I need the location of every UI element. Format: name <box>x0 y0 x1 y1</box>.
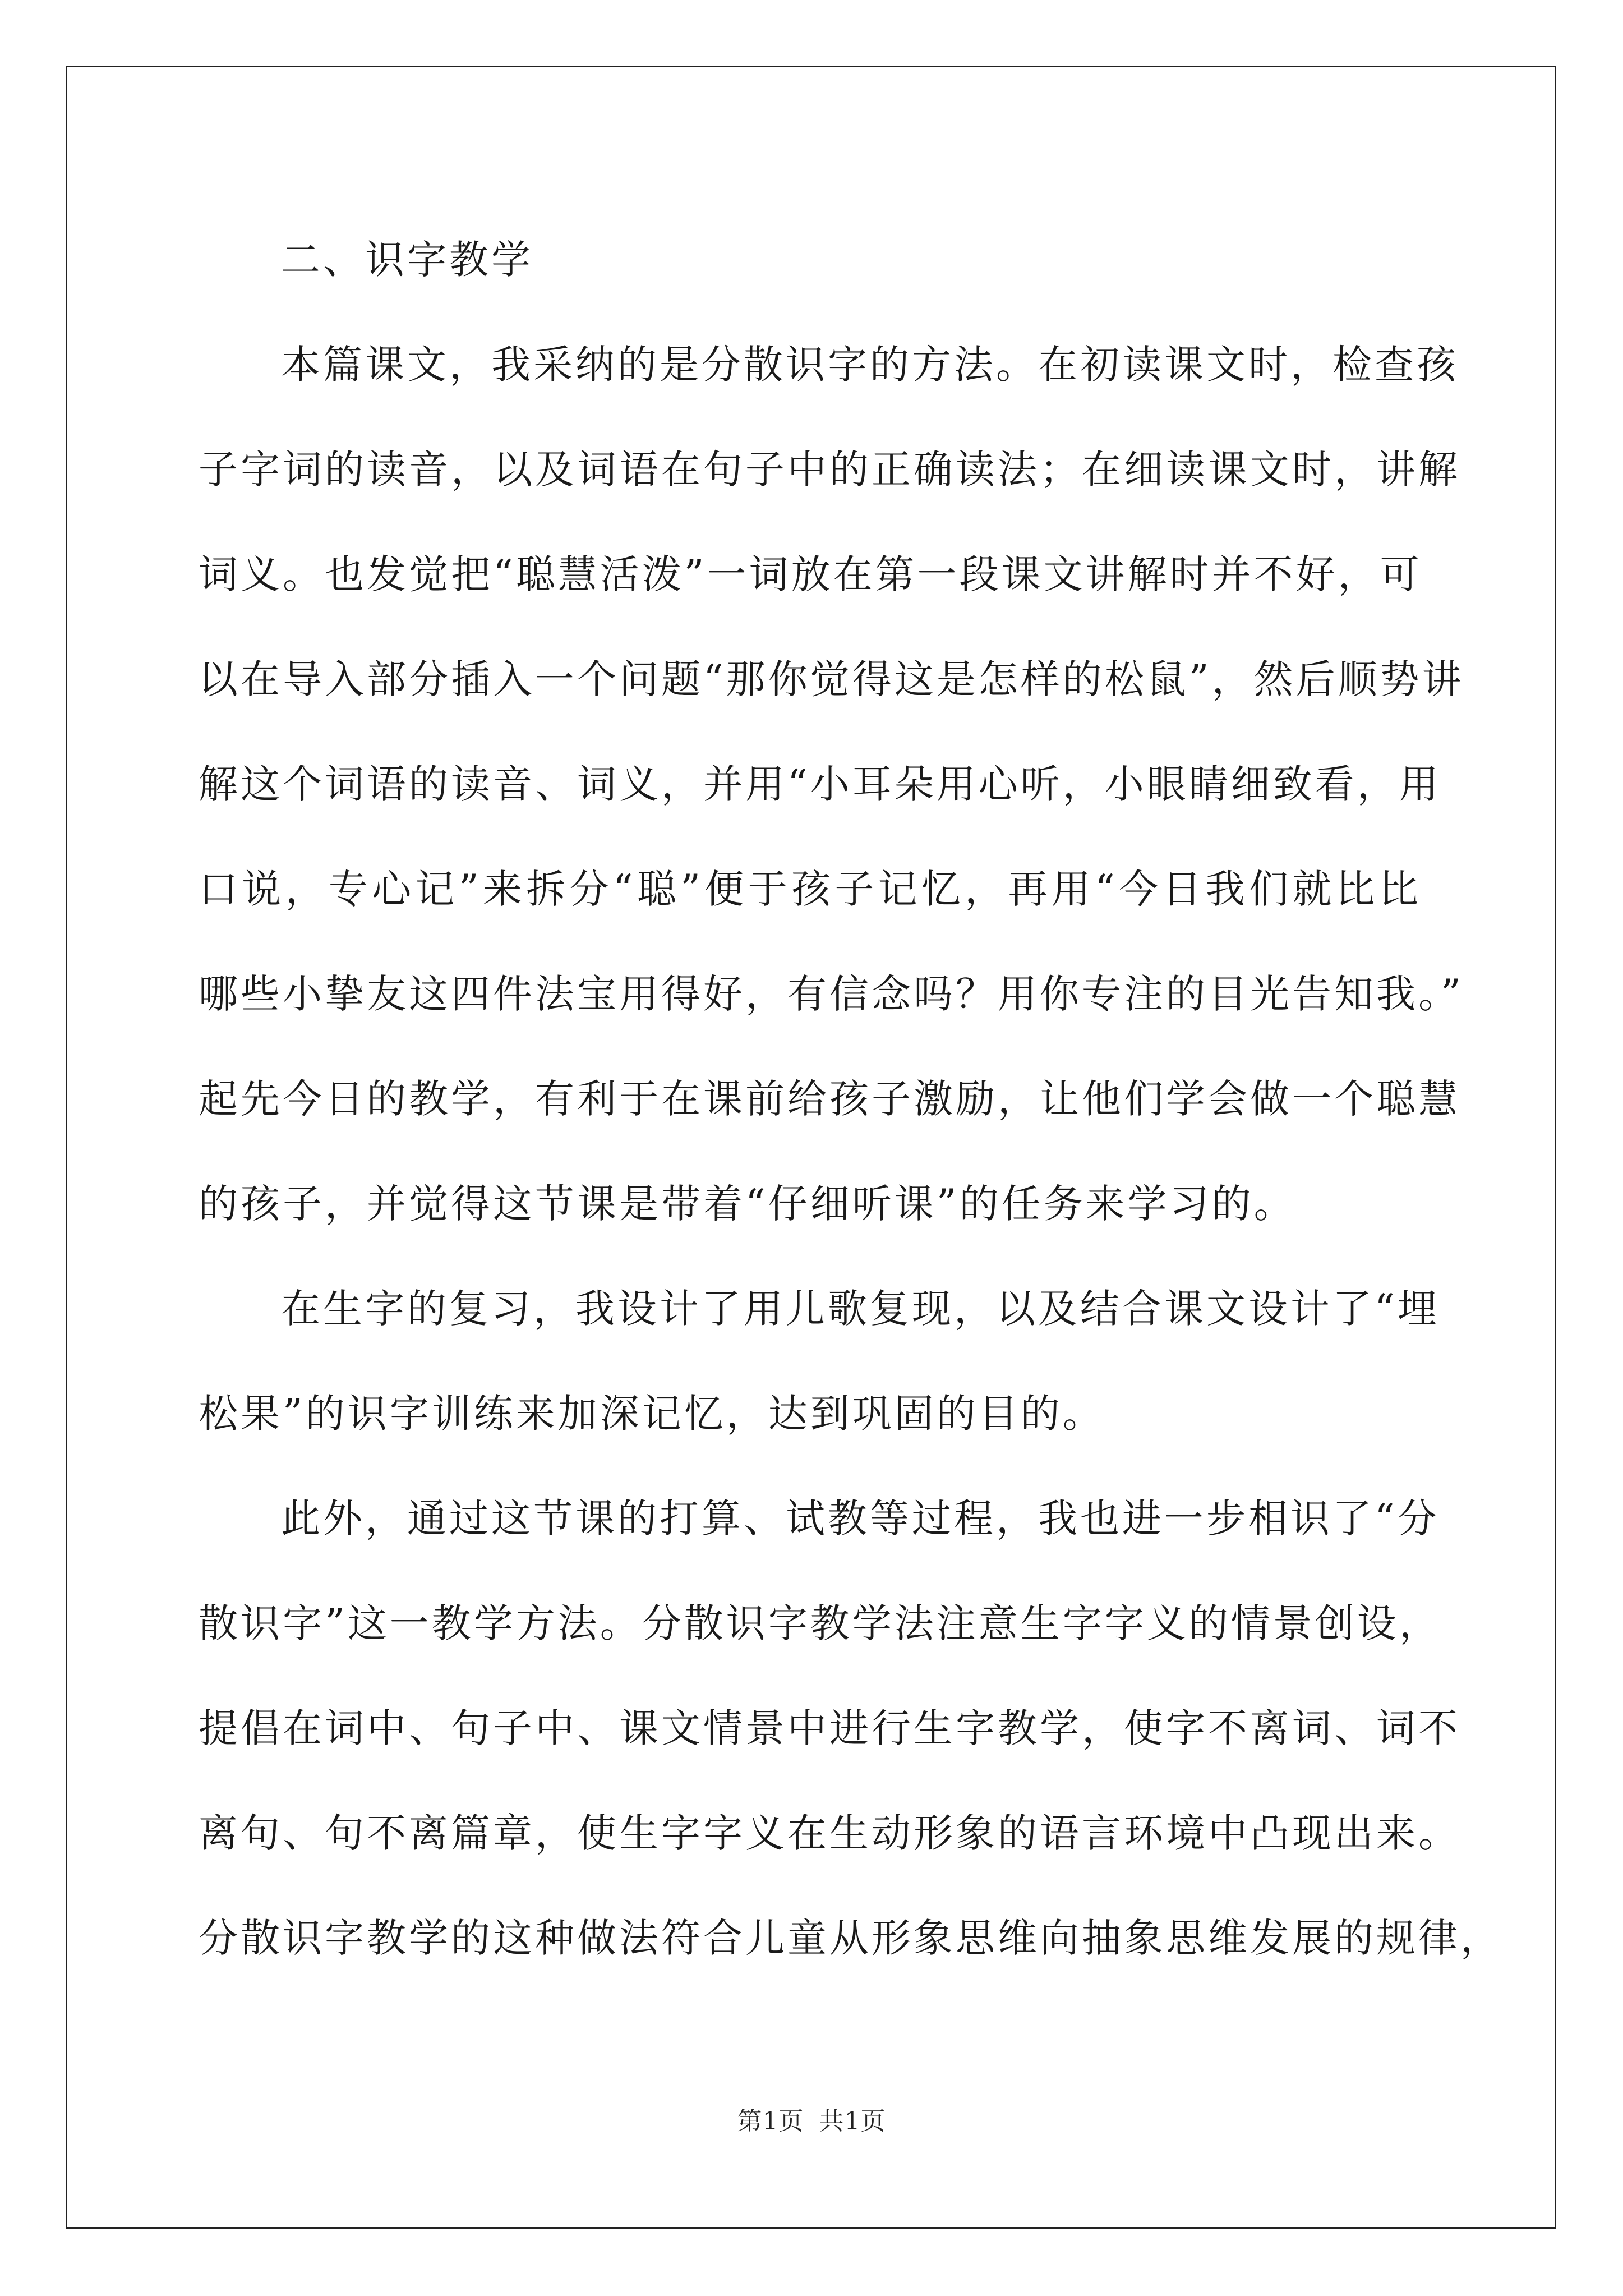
paragraph-line: 在生字的复习，我设计了用儿歌复现，以及结合课文设计了“埋 <box>281 1286 1440 1332</box>
paragraph-line: 提倡在词中、句子中、课文情景中进行生字教学，使字不离词、词不 <box>199 1705 1460 1751</box>
paragraph-line: 口说，专心记”来拆分“聪”便于孩子记忆，再用“今日我们就比比 <box>199 866 1421 912</box>
paragraph-line: 子字词的读音，以及词语在句子中的正确读法；在细读课文时，讲解 <box>199 447 1460 493</box>
paragraph-line: 解这个词语的读音、词义，并用“小耳朵用心听，小眼睛细致看，用 <box>199 761 1441 807</box>
paragraph-line: 散识字”这一教学方法。分散识字教学法注意生字字义的情景创设， <box>199 1600 1441 1646</box>
paragraph-line: 起先今日的教学，有利于在课前给孩子激励，让他们学会做一个聪慧 <box>199 1076 1460 1122</box>
page-footer <box>0 2105 1623 2138</box>
paragraph-line: 离句、句不离篇章，使生字字义在生动形象的语言环境中凸现出来。 <box>199 1810 1460 1856</box>
document-body <box>199 208 1502 1991</box>
paragraph-line: 分散识字教学的这种做法符合儿童从形象思维向抽象思维发展的规律， <box>199 1915 1502 1961</box>
paragraph-line: 以在导入部分插入一个问题“那你觉得这是怎样的松鼠”，然后顺势讲 <box>199 656 1464 702</box>
page-total: 共1页 <box>819 2107 886 2136</box>
section-heading: 二、识字教学 <box>281 237 533 283</box>
paragraph-line: 松果”的识字训练来加深记忆，达到巩固的目的。 <box>199 1391 1105 1437</box>
paragraph-line: 此外，通过这节课的打算、试教等过程，我也进一步相识了“分 <box>281 1496 1440 1542</box>
page-number: 第1页 <box>737 2107 804 2136</box>
paragraph-line: 的孩子，并觉得这节课是带着“仔细听课”的任务来学习的。 <box>199 1181 1296 1227</box>
paragraph-line: 本篇课文，我采纳的是分散识字的方法。在初读课文时，检查孩 <box>281 342 1459 388</box>
paragraph-line: 词义。也发觉把“聪慧活泼”一词放在第一段课文讲解时并不好，可 <box>199 551 1422 597</box>
paragraph-line: 哪些小挚友这四件法宝用得好，有信念吗？用你专注的目光告知我。” <box>199 971 1464 1017</box>
